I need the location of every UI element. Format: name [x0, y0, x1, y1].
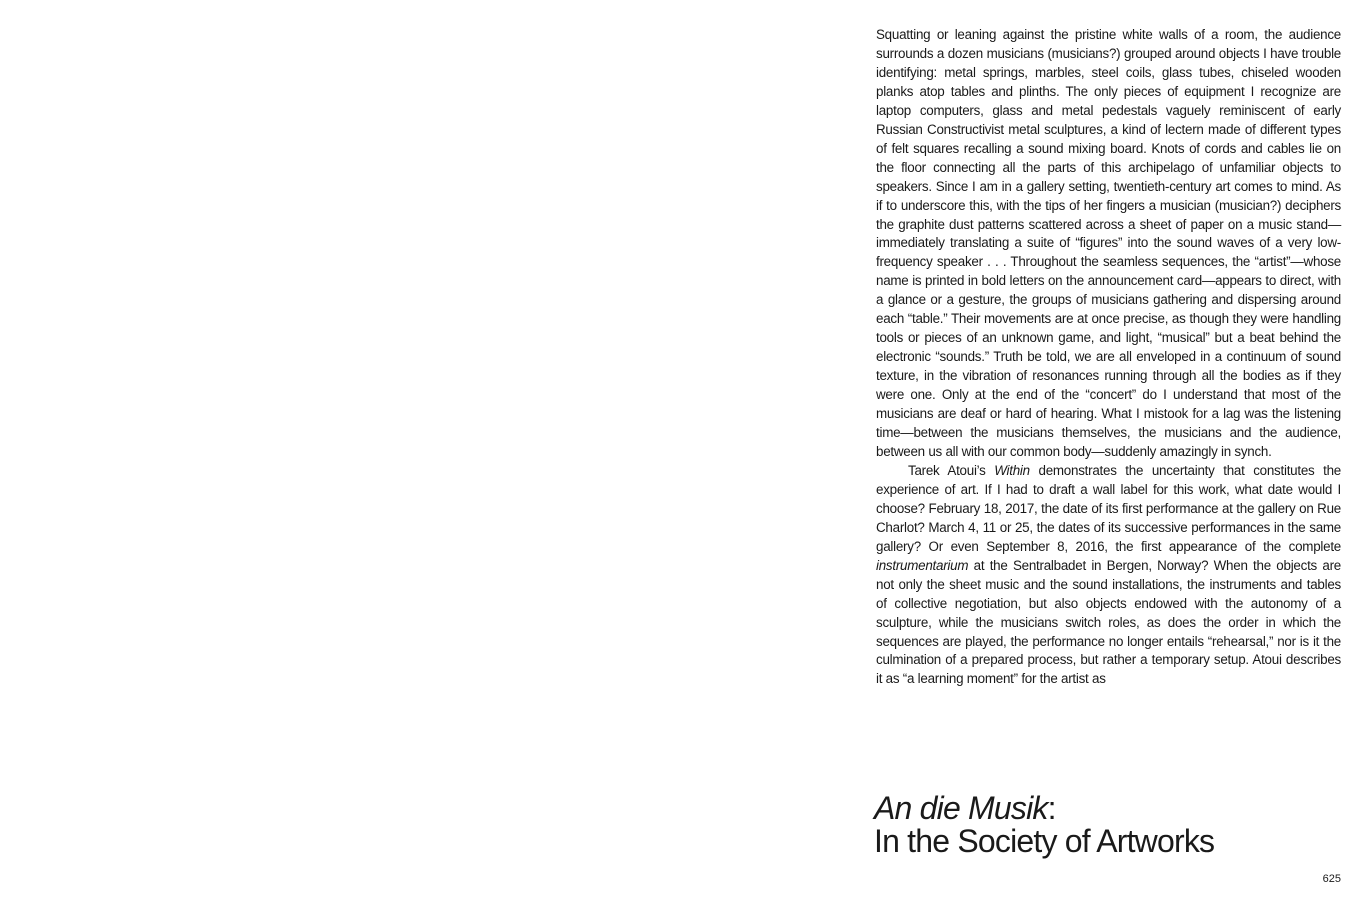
- paragraph-2: [876, 462, 1341, 689]
- heading-colon: :: [1047, 790, 1056, 826]
- paragraph-2-text-c: at the Sentralbadet in Bergen, Norway? When the objects are not only the sheet music and the sound installations, the instruments and tables of collective negotiation, but also objects endowed with the autonomy of a sculpture, while the musicians switch roles, as does the order in which the sequences are played, the performance no longer entails “rehearsal,” nor is it the culmination of a prepared process, but rather a temporary setup. Atoui describes it as “a learning moment” for the artist as: [876, 557, 1341, 687]
- article-body: [876, 26, 1341, 689]
- paragraph-2-text-a: Tarek Atoui’s: [908, 462, 995, 478]
- term-instrumentarium: instrumentarium: [876, 557, 969, 573]
- page-number: 625: [1322, 873, 1341, 885]
- heading-line-1: [874, 792, 1344, 825]
- heading-italic-title: An die Musik: [874, 790, 1048, 826]
- section-heading: [874, 792, 1344, 858]
- paragraph-1: Squatting or leaning against the pristine white walls of a room, the audience surrounds a dozen musicians (musicians?) grouped around objects I have trouble identifying: metal springs, marbles, steel coils, glass tubes, chiseled wooden planks atop tables and plinths. The only pieces of equipment I recognize are laptop computers, glass and metal pedestals vaguely reminiscent of early Russian Constructivist metal sculptures, a kind of lectern made of different types of felt squares recalling a sound mixing board. Knots of cords and cables lie on the floor connecting all the parts of this archipelago of unfamiliar objects to speakers. Since I am in a gallery setting, twentieth-century art comes to mind. As if to underscore this, with the tips of her fingers a musician (musician?) deciphers the graphite dust patterns scattered across a sheet of paper on a music stand—immediately translating a suite of “figures” into the sound waves of a very low-frequency speaker . . . Throughout the seamless sequences, the “artist”—whose name is printed in bold letters on the announcement card—appears to direct, with a glance or a gesture, the groups of musicians gathering and dispersing around each “table.” Their movements are at once precise, as though they were handling tools or pieces of an unknown game, and light, “musical” but a beat behind the electronic “sounds.” Truth be told, we are all enveloped in a continuum of sound texture, in the vibration of resonances running through all the bodies as if they were one. Only at the end of the “concert” do I understand that most of the musicians are deaf or hard of hearing. What I mistook for a lag was the listening time—between the musicians themselves, the musicians and the audience, between us all with our common body—suddenly amazingly in synch.: [876, 27, 1341, 459]
- paragraph-2-text-b: demonstrates the uncertainty that constitutes the experience of art. If I had to draft a wall label for this work, what date would I choose? February 18, 2017, the date of its first performance at the gallery on Rue Charlot? March 4, 11 or 25, the dates of its successive performances in the same gallery? Or even September 8, 2016, the first appearance of the complete: [876, 462, 1341, 554]
- work-title-within: Within: [994, 462, 1030, 478]
- heading-line-2: In the Society of Artworks: [874, 823, 1215, 859]
